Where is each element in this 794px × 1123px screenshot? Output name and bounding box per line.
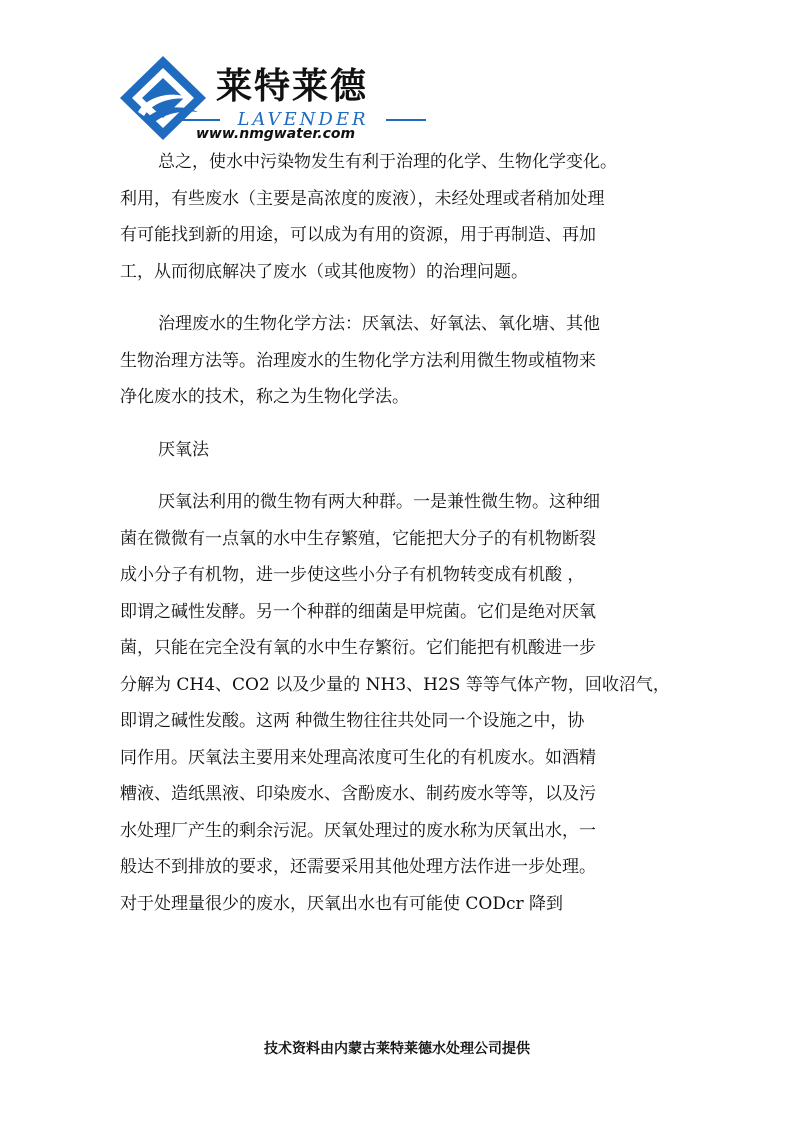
text-line: 工，从而彻底解决了废水（或其他废物）的治理问题。	[120, 261, 528, 282]
page-header	[118, 52, 438, 148]
text-line: 般达不到排放的要求，还需要采用其他处理方法作进一步处理。	[120, 857, 596, 877]
brand-divider-right	[386, 119, 426, 121]
text-line: 同作用。厌氧法主要用来处理高浓度可生化的有机废水。如酒精	[120, 747, 596, 768]
document-body	[120, 144, 688, 938]
text-line: 治理废水的生物化学方法：厌氧法、好氧法、氧化塘、其他	[158, 314, 600, 334]
text-line: 糟液、造纸黑液、印染废水、含酚废水、制药废水等等，以及污	[120, 784, 596, 804]
website-url: www.nmgwater.com	[196, 126, 356, 142]
text-line: 对于处理量很少的废水，厌氧出水也有可能使 CODcr 降到	[120, 893, 564, 914]
text-line: 即谓之碱性发酸。这两 种微生物往往共处同一个设施之中，协	[120, 711, 585, 731]
page-footer: 技术资料由内蒙古莱特莱德水处理公司提供	[264, 1041, 530, 1057]
text-line: 厌氧法	[158, 439, 209, 460]
text-line: 水处理厂产生的剩余污泥。厌氧处理过的废水称为厌氧出水，一	[120, 820, 596, 841]
paragraph	[120, 484, 688, 922]
text-line: 生物治理方法等。治理废水的生物化学方法利用微生物或植物来	[120, 350, 596, 371]
brand-name: LAVENDER	[237, 109, 369, 130]
company-name: 莱特莱德	[216, 66, 369, 107]
brand-divider-left	[180, 119, 220, 121]
text-line: 即谓之碱性发酵。另一个种群的细菌是甲烷菌。它们是绝对厌氧	[120, 601, 596, 622]
text-line: 分解为 CH4、CO2 以及少量的 NH3、H2S 等等气体产物，回收沼气，	[120, 674, 670, 695]
text-line: 厌氧法利用的微生物有两大种群。一是兼性微生物。这种细	[158, 492, 600, 512]
text-line: 菌在微微有一点氧的水中生存繁殖，它能把大分子的有机物断裂	[120, 528, 596, 549]
paragraph	[120, 144, 688, 290]
text-line: 利用，有些废水（主要是高浓度的废液），未经处理或者稍加处理	[120, 188, 605, 209]
paragraph	[120, 432, 688, 469]
text-line: 菌，只能在完全没有氧的水中生存繁衍。它们能把有机酸进一步	[120, 638, 596, 658]
text-line: 有可能找到新的用途，可以成为有用的资源，用于再制造、再加	[120, 225, 596, 245]
paragraph	[120, 306, 688, 416]
text-line: 总之，使水中污染物发生有利于治理的化学、生物化学变化。	[158, 152, 617, 172]
text-line: 净化废水的技术，称之为生物化学法。	[120, 387, 409, 407]
text-line: 成小分子有机物，进一步使这些小分子有机物转变成有机酸 ，	[120, 565, 585, 585]
